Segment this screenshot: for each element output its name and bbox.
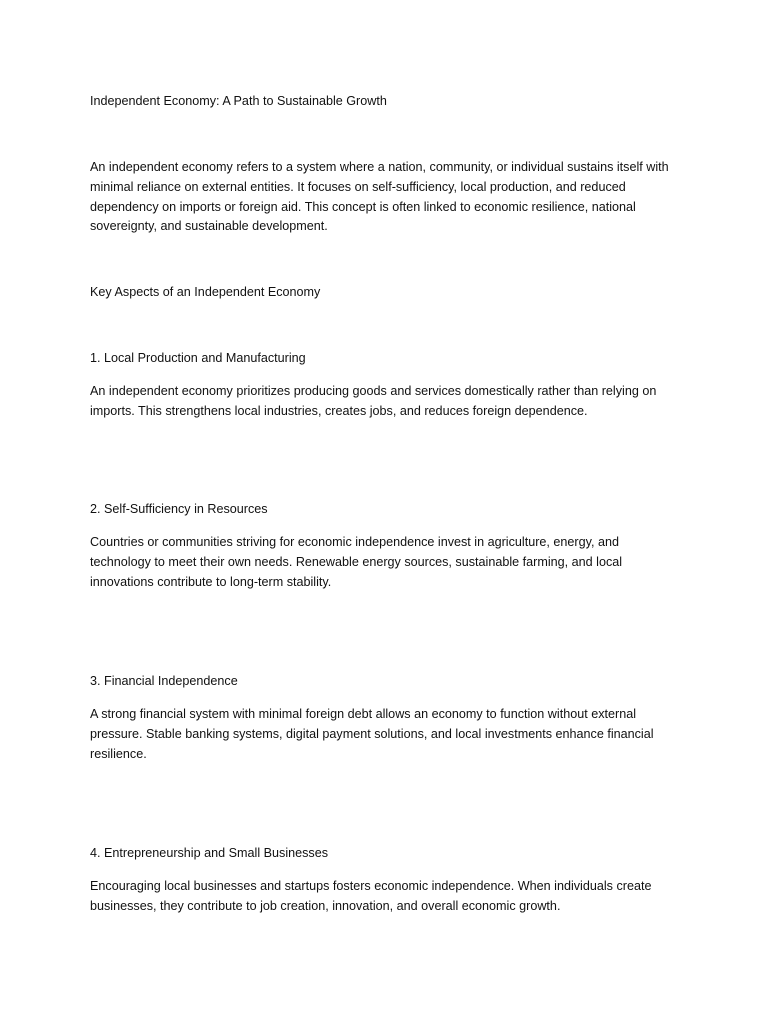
aspect-body-self-sufficiency: Countries or communities striving for economic independence invest in agriculture, energy, and technology to meet their own needs. Renewable energy sources, sustainable farming, and local innovations contribute to long-term stability. — [90, 535, 623, 589]
aspect-heading-self-sufficiency: 2. Self-Sufficiency in Resources — [90, 502, 268, 516]
aspect-body-financial-independence: A strong financial system with minimal foreign debt allows an economy to function without external pressure. Stable banking systems, digital payment solutions, and local investments enhance financial resilience. — [90, 707, 654, 761]
aspect-heading-entrepreneurship: 4. Entrepreneurship and Small Businesses — [90, 846, 329, 860]
document-title: Independent Economy: A Path to Sustainable Growth — [90, 94, 387, 108]
aspect-heading-financial-independence: 3. Financial Independence — [90, 674, 238, 688]
intro-paragraph: An independent economy refers to a system where a nation, community, or individual sustains itself with minimal reliance on external entities. It focuses on self-sufficiency, local production, and reduced dependency on imports or foreign aid. This concept is often linked to economic resilience, national sovereignty, and sustainable development. — [90, 160, 669, 234]
section-heading: Key Aspects of an Independent Economy — [90, 285, 321, 299]
aspect-body-local-production: An independent economy prioritizes producing goods and services domestically rather than relying on imports. This strengthens local industries, creates jobs, and reduces foreign dependence. — [90, 384, 657, 418]
aspect-heading-local-production: 1. Local Production and Manufacturing — [90, 351, 306, 365]
aspect-body-entrepreneurship: Encouraging local businesses and startups fosters economic independence. When individuals create businesses, they contribute to job creation, innovation, and overall economic growth. — [90, 879, 652, 913]
